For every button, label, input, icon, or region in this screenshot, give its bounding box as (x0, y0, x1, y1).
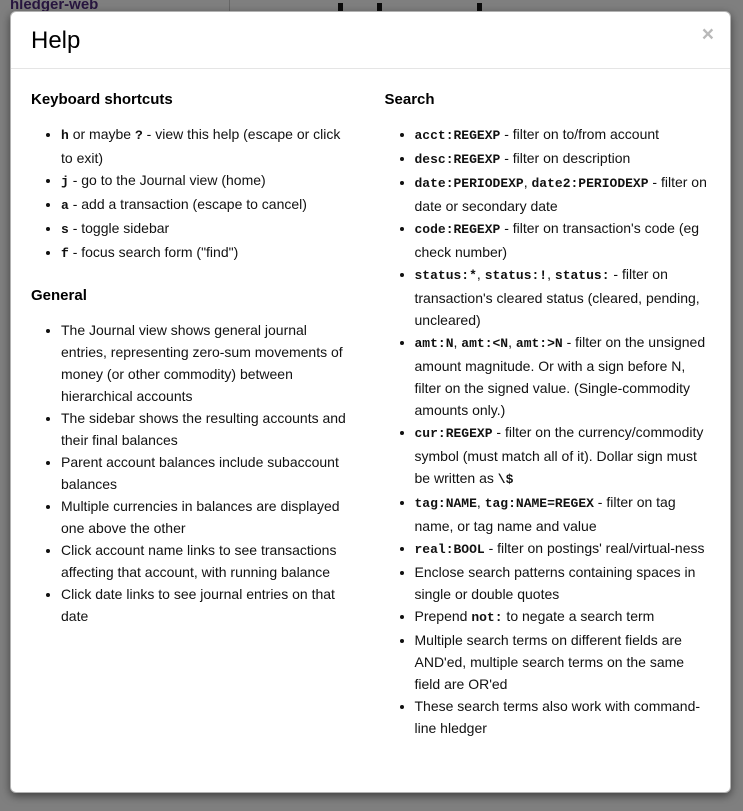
code-term: amt:N (414, 336, 454, 351)
help-list-item: • Click date links to see journal entries on that date (61, 583, 356, 627)
code-term: not: (471, 610, 503, 625)
code-term: status:* (414, 268, 477, 283)
code-term: j (61, 174, 69, 189)
section-heading: General (31, 287, 87, 304)
close-icon[interactable]: × (701, 23, 714, 46)
modal-body (11, 69, 730, 769)
code-term: status: (554, 268, 610, 283)
help-list (31, 319, 356, 627)
help-column-right (371, 89, 711, 749)
help-list-item: • Multiple search terms on different fields are AND'ed, multiple search terms on the same field are OR'ed (415, 629, 711, 695)
code-term: amt:>N (515, 336, 563, 351)
help-list-item: • acct:REGEXP - filter on to/from account (415, 123, 711, 147)
modal-header (11, 12, 730, 69)
help-list-item: • tag:NAME, tag:NAME=REGEX - filter on tag name, or tag name and value (415, 491, 711, 537)
code-term: amt:<N (461, 336, 509, 351)
code-term: \$ (497, 472, 514, 487)
help-list-item: • These search terms also work with command-line hledger (415, 695, 711, 739)
help-list-item: • The sidebar shows the resulting accounts and their final balances (61, 407, 356, 451)
code-term: code:REGEXP (414, 222, 501, 237)
code-term: real:BOOL (414, 542, 485, 557)
help-list-item: • a - add a transaction (escape to cancel) (61, 193, 356, 217)
help-list-item: • s - toggle sidebar (61, 217, 356, 241)
code-term: cur:REGEXP (414, 426, 493, 441)
code-term: f (61, 246, 69, 261)
help-list-item: • date:PERIODEXP, date2:PERIODEXP - filter on date or secondary date (415, 171, 711, 217)
help-list-item: • Parent account balances include subaccount balances (61, 451, 356, 495)
code-term: s (61, 222, 69, 237)
help-list-item: • cur:REGEXP - filter on the currency/commodity symbol (must match all of it). Dollar sign must be written as \$ (415, 421, 711, 491)
help-list-item: • j - go to the Journal view (home) (61, 169, 356, 193)
help-list-item: • Multiple currencies in balances are displayed one above the other (61, 495, 356, 539)
modal-title: Help (31, 27, 81, 54)
code-term: date2:PERIODEXP (531, 176, 649, 191)
help-list-item: • amt:N, amt:<N, amt:>N - filter on the unsigned amount magnitude. Or with a sign before N, filter on the signed value. (Single-commodity amounts only.) (415, 331, 711, 421)
help-list-item: • f - focus search form ("find") (61, 241, 356, 265)
help-list-item: • real:BOOL - filter on postings' real/virtual-ness (415, 537, 711, 561)
code-term: status:! (484, 268, 548, 283)
help-list-item: • The Journal view shows general journal entries, representing zero-sum movements of money (or other commodity) between hierarchical accounts (61, 319, 356, 407)
help-list-item: • Prepend not: to negate a search term (415, 605, 711, 629)
help-list-item: • status:*, status:!, status: - filter on transaction's cleared status (cleared, pending, uncleared) (415, 263, 711, 331)
section-heading: Keyboard shortcuts (31, 91, 173, 108)
help-list-item: • code:REGEXP - filter on transaction's code (eg check number) (415, 217, 711, 263)
section-heading: Search (384, 91, 435, 108)
help-list-item: • h or maybe ? - view this help (escape or click to exit) (61, 123, 356, 169)
code-term: h (61, 128, 69, 143)
code-term: acct:REGEXP (414, 128, 501, 143)
help-list (31, 123, 356, 265)
code-term: tag:NAME (414, 496, 477, 511)
code-term: ? (134, 128, 143, 143)
help-list (385, 123, 711, 739)
help-modal (10, 11, 731, 793)
code-term: date:PERIODEXP (414, 176, 524, 191)
code-term: a (61, 198, 69, 213)
help-list-item: • Click account name links to see transactions affecting that account, with running balance (61, 539, 356, 583)
help-list-item: • desc:REGEXP - filter on description (415, 147, 711, 171)
help-column-left (31, 89, 371, 749)
code-term: desc:REGEXP (414, 152, 501, 167)
code-term: tag:NAME=REGEX (484, 496, 594, 511)
help-list-item: • Enclose search patterns containing spaces in single or double quotes (415, 561, 711, 605)
